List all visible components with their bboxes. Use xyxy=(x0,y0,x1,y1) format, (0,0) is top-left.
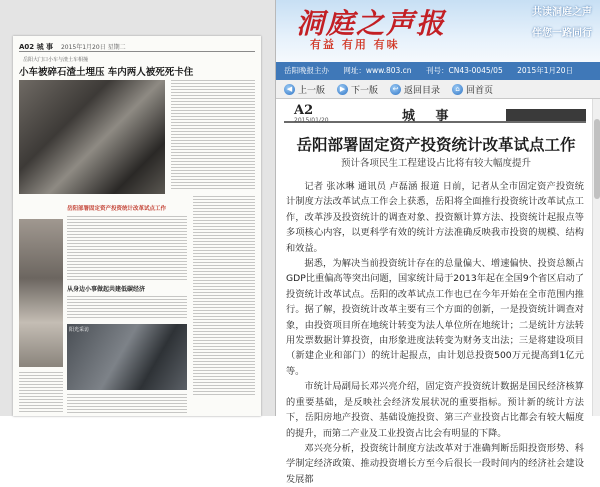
paper-text-block xyxy=(171,80,255,190)
scrollbar-thumb[interactable] xyxy=(594,119,600,199)
next-page-label: 下一版 xyxy=(351,85,379,96)
paper-sub-headline: 岳阳大门口小车与渣土车相撞 xyxy=(23,57,89,63)
home-icon: ⌂ xyxy=(452,84,463,95)
arrow-right-icon: ▶ xyxy=(337,84,348,95)
home-button[interactable] xyxy=(452,83,493,96)
paper-date-line: 2015年1月20日 星期二 xyxy=(60,44,126,51)
previous-page-label: 上一版 xyxy=(298,85,326,96)
paper-text-block xyxy=(193,196,255,396)
article-paragraph: 邓兴亮分析，投资统计制度方法改革对于准确判断岳阳投资形势、科学制定经济政策、推动投资增长方至今后很长一段时间内的经济社会建设发展都 xyxy=(286,442,584,485)
back-to-contents-label: 返回目录 xyxy=(404,85,441,96)
photo-caption: 阳光采访 xyxy=(69,327,90,333)
epaper-banner xyxy=(276,0,600,62)
return-icon: ↩ xyxy=(390,84,401,95)
publication-info-bar xyxy=(276,62,600,80)
side-photo xyxy=(19,219,63,367)
bottom-photo xyxy=(67,324,187,390)
article-viewer[interactable] xyxy=(276,99,592,485)
newspaper-page-scan[interactable] xyxy=(13,36,261,416)
article-paragraph: 市统计局副局长邓兴亮介绍，固定资产投资统计数据是国民经济核算的重要基础，是反映社会经济发展状况的重要指标。预计新的统计方法下，岳阳房地产投资、基础设施投资、第三产业投资占比都会有较大幅度的提升，而第二产业及工业投资占比会有明显的下降。 xyxy=(286,381,584,439)
section-name: 城 事 xyxy=(402,109,457,124)
article-paragraph: 据悉，为解决当前投资统计存在的总量偏大、增速偏快、投资总额占GDP比重偏高等突出问题，国家统计局于2013年起在全国9个省区启动了投资统计改革试点。岳阳的改革试点工作也已在今年开始在全市范围内推行。据了解，投资统计改革主要有三个方面的创新，一是投资统计调查对象，由投资项目所在地统计转变为法人单位所在地统计；二是统计方法转用发票数据计算投资，由形象进度法转变为财务支出法；三是将建设项目（新建企业和部门）的统计起报点，由计划总投资500万元提高到1亿元等。 xyxy=(286,258,584,377)
info-website: 网址：www.803.cn xyxy=(343,66,412,75)
info-issn: 刊号：CN43-0045/05 xyxy=(425,66,503,75)
info-publisher: 岳阳晚报主办 xyxy=(284,66,329,75)
paper-headline[interactable]: 小车被碎石渣土埋压 车内两人被死死卡住 xyxy=(19,67,194,78)
viewer-toolbar xyxy=(276,80,600,99)
slogan-line: 共读洞庭之声 xyxy=(532,7,592,18)
info-date: 2015年1月20日 xyxy=(517,66,574,75)
previous-page-button[interactable] xyxy=(284,83,325,96)
article-paragraph: 记者 张冰琳 通讯员 卢磊涵 报道 日前，记者从全市固定资产投资统计制度方法改革试点工作会上获悉，岳阳将全面推行投资统计改革试点工作，改革涉及投资统计的调查对象、投资额计算方法、投资统计起报点等多项核心内容，以更科学有效的统计方法准确反映我市投资的规模、结构和效益。 xyxy=(286,181,584,254)
back-to-contents-button[interactable] xyxy=(390,83,440,96)
paper-text-block xyxy=(67,296,187,320)
paper-header xyxy=(19,42,255,52)
paper-text-block xyxy=(67,394,187,414)
article-title: 岳阳部署固定资产投资统计改革试点工作 xyxy=(296,136,576,154)
paper-red-headline[interactable]: 岳阳部署固定资产投资统计改革试点工作 xyxy=(67,206,167,212)
arrow-left-icon: ◀ xyxy=(284,84,295,95)
masthead-logo[interactable]: 洞庭之声报 xyxy=(296,7,447,40)
section-decoration-bar xyxy=(506,109,586,121)
section-header xyxy=(284,103,586,123)
home-label: 回首页 xyxy=(466,85,494,96)
paper-page-label: A02 城 事 xyxy=(19,43,54,51)
paper-text-block xyxy=(67,216,187,280)
banner-slogans xyxy=(532,2,592,44)
paper-mid-headline[interactable]: 从身边小事做起共建低碳经济 xyxy=(67,286,146,293)
paper-text-block xyxy=(19,372,63,412)
viewer-scrollbar[interactable] xyxy=(592,99,600,416)
accident-photo xyxy=(19,80,165,194)
slogan-line: 伴您一路同行 xyxy=(532,28,592,39)
article-body xyxy=(286,179,584,487)
section-date: 2015/01/20 xyxy=(294,117,329,124)
next-page-button[interactable] xyxy=(337,83,378,96)
article-subtitle: 预计各项民生工程建设占比将有较大幅度提升 xyxy=(340,158,531,169)
masthead-mottos: 有益 有用 有味 xyxy=(310,38,400,51)
section-page-number: A2 xyxy=(294,103,314,118)
newspaper-page-panel xyxy=(0,0,276,416)
